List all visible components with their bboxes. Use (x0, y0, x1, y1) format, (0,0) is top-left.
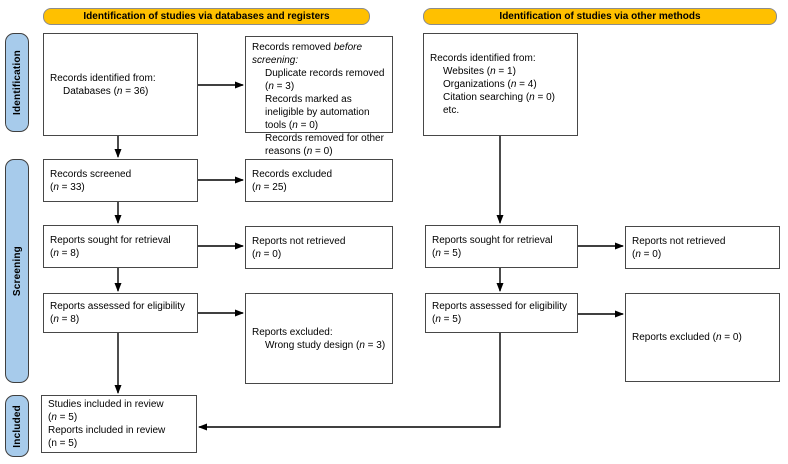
box-line: Reports not retrieved (632, 235, 726, 247)
box-line: (n = 8) (50, 314, 80, 325)
box-line: Records removed for other reasons (n = 0) (265, 133, 384, 157)
box-line: (n = 33) (50, 181, 85, 193)
box-reports-sought-databases (43, 225, 198, 268)
box-reports-excluded-other (625, 293, 780, 382)
header-other-methods (423, 8, 777, 25)
box-line: (n = 5) (48, 412, 78, 423)
stage-bar-included (5, 395, 29, 457)
box-records-removed-before-screening (245, 36, 393, 157)
box-line: Websites (n = 1) (443, 66, 516, 77)
box-line: Databases (n = 36) (63, 85, 149, 97)
box-reports-assessed-databases (43, 293, 198, 333)
stage-label-included: Included (11, 404, 23, 448)
box-line: Reports not retrieved (252, 235, 346, 247)
box-included-studies (41, 395, 197, 453)
stage-bar-identification (5, 33, 29, 132)
box-line: (n = 5) (432, 314, 462, 325)
box-line: (n = 5) (48, 438, 78, 449)
box-records-screened (43, 159, 198, 202)
box-line: Records marked as ineligible by automation tools (n = 0) (265, 94, 370, 131)
box-line: Records identified from: (430, 53, 536, 64)
box-line: Reports excluded (n = 0) (632, 332, 742, 343)
box-line: Records excluded (252, 168, 333, 180)
box-reports-excluded-databases (245, 293, 393, 384)
box-line: Records identified from: (50, 72, 156, 84)
box-line: Records removed before screening: (252, 42, 363, 66)
box-line: Studies included in review (48, 399, 164, 410)
box-line: Reports sought for retrieval (432, 234, 553, 246)
box-line: Records screened (50, 168, 132, 180)
box-line: (n = 25) (252, 181, 287, 193)
box-line: Reports sought for retrieval (50, 234, 171, 246)
box-reports-sought-other (425, 225, 578, 268)
box-line: (n = 8) (50, 247, 80, 259)
box-line: Reports included in review (48, 425, 166, 436)
box-line: Reports assessed for eligibility (50, 301, 186, 312)
box-reports-not-retrieved-databases (245, 226, 393, 269)
box-line: Organizations (n = 4) (443, 79, 537, 90)
stage-bar-screening (5, 159, 29, 383)
box-line: Citation searching (n = 0) (443, 92, 556, 103)
box-records-identified-databases (43, 33, 198, 136)
box-line: (n = 0) (252, 248, 282, 260)
box-line: Reports excluded: (252, 326, 333, 338)
header-databases-registers-label: Identification of studies via databases and registers (83, 11, 330, 22)
box-line: Duplicate records removed (n = 3) (265, 68, 385, 92)
box-reports-not-retrieved-other (625, 226, 780, 269)
box-line: etc. (443, 105, 460, 116)
box-line: (n = 0) (632, 248, 662, 260)
header-other-methods-label: Identification of studies via other methods (499, 11, 701, 22)
stage-label-screening: Screening (11, 245, 23, 297)
box-line: Wrong study design (n = 3) (265, 339, 386, 351)
box-line: Reports assessed for eligibility (432, 301, 568, 312)
box-records-excluded (245, 159, 393, 202)
stage-label-identification: Identification (11, 49, 23, 116)
box-reports-assessed-other (425, 293, 578, 333)
header-databases-registers (43, 8, 370, 25)
box-line: (n = 5) (432, 247, 462, 259)
box-records-identified-other (423, 33, 578, 136)
